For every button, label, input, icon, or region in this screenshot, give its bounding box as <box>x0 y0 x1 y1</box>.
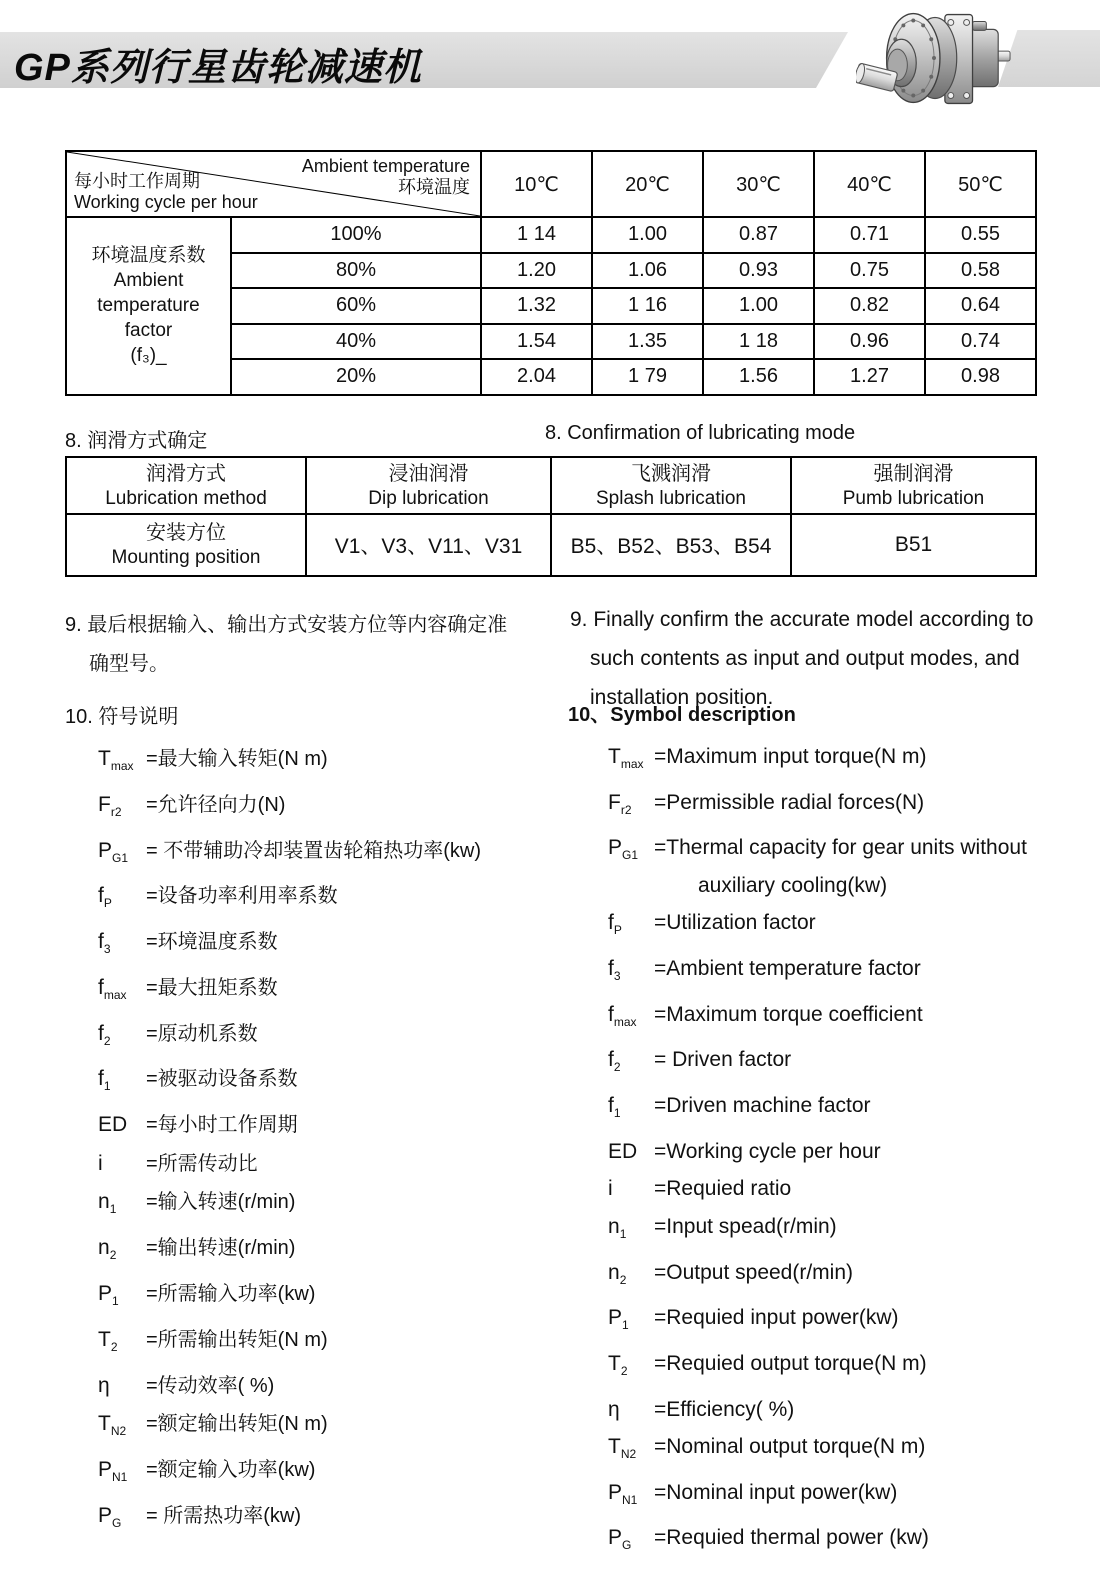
symbol-description: =Input spead(r/min) <box>654 1214 837 1238</box>
symbol: $T_{N2}$ <box>98 1412 127 1439</box>
duty-cycle-cell: 80% <box>231 253 481 289</box>
symbol-description: = Driven factor <box>654 1048 792 1072</box>
symbol: $f_2$ <box>608 1048 621 1075</box>
symbol-description: =被驱动设备系数 <box>146 1068 298 1091</box>
factor-value-cell: 0.87 <box>703 217 814 253</box>
symbol: $T_2$ <box>98 1327 118 1354</box>
factor-value-cell: 1 14 <box>481 217 592 253</box>
symbol-item <box>98 832 481 878</box>
temp-header-cell: 40℃ <box>814 151 925 217</box>
symbol: $P_1$ <box>98 1282 119 1309</box>
lubrication-method-header: 润滑方式 Lubrication method <box>66 457 306 514</box>
symbol: $F_{r2}$ <box>98 792 122 819</box>
temp-header-cell: 10℃ <box>481 151 592 217</box>
symbol-description: =最大输入转矩(N m) <box>146 748 328 770</box>
symbol-item <box>98 1405 481 1451</box>
symbol: $n_2$ <box>608 1260 627 1287</box>
mounting-position-label: 安装方位 Mounting position <box>66 514 306 576</box>
symbol: $n_1$ <box>608 1214 627 1241</box>
section10-heading-zh: 10. 符号说明 <box>65 706 179 728</box>
symbol-description: =Permissible radial forces(N) <box>654 790 925 814</box>
symbol: $f_2$ <box>98 1021 111 1048</box>
symbol-description: =所需传动比 <box>146 1152 258 1175</box>
factor-row-label: 环境温度系数 Ambient temperature factor (f₃)_ <box>66 217 231 395</box>
symbol-description: =Requied output torque(N m) <box>654 1351 927 1375</box>
symbol: $P_G$ <box>98 1503 122 1530</box>
symbol: ED <box>98 1113 128 1137</box>
factor-value-cell: 1.00 <box>703 288 814 324</box>
symbol: $P_{G1}$ <box>608 836 639 863</box>
symbol: $f_{max}$ <box>98 975 127 1003</box>
symbol-item <box>608 904 1027 950</box>
duty-cycle-cell: 20% <box>231 359 481 395</box>
symbol-item <box>608 1345 1027 1391</box>
symbol-description: = 所需热功率(kw) <box>146 1504 301 1527</box>
factor-value-cell: 0.98 <box>925 359 1036 395</box>
symbol: $f_1$ <box>608 1094 621 1121</box>
symbol-description: =Nominal input power(kw) <box>654 1480 898 1504</box>
section8-heading-zh: 8. 润滑方式确定 <box>65 430 208 452</box>
factor-value-cell: 0.74 <box>925 324 1036 360</box>
symbol-description: =允许径向力(N) <box>146 793 286 816</box>
factor-value-cell: 1.27 <box>814 359 925 395</box>
symbol-description: =环境温度系数 <box>146 931 278 954</box>
symbol: $n_2$ <box>98 1236 117 1263</box>
symbol-description: =每小时工作周期 <box>146 1114 298 1137</box>
symbol: $P_{N1}$ <box>98 1457 128 1485</box>
symbol: $F_{r2}$ <box>608 790 632 817</box>
dip-positions-cell: V1、V3、V11、V31 <box>306 514 551 576</box>
symbol-description: = 不带辅助冷却装置齿轮箱热功率(kw) <box>146 839 481 862</box>
section9-paragraph-en: 9. Finally confirm the accurate model according to such contents as input and output modes, and installation position. <box>570 608 1034 709</box>
symbol-description: =Output speed(r/min) <box>654 1260 854 1284</box>
factor-value-cell: 0.64 <box>925 288 1036 324</box>
symbol-description: =输入转速(r/min) <box>146 1191 296 1214</box>
corner-ambient-temperature-label: Ambient temperature 环境温度 <box>301 156 470 197</box>
symbol: i <box>608 1177 613 1201</box>
symbol-description: =Utilization factor <box>654 911 816 935</box>
symbol-item <box>608 1254 1027 1300</box>
symbol-item <box>608 1170 1027 1208</box>
section10-heading-en: 10、Symbol description <box>568 704 796 726</box>
symbol-item <box>608 950 1027 996</box>
symbol-description: =所需输入功率(kw) <box>146 1283 316 1305</box>
pump-lubrication-header: 强制润滑 Pumb lubrication <box>791 457 1036 514</box>
symbol-item <box>98 969 481 1015</box>
corner-working-cycle-label: 每小时工作周期 Working cycle per hour <box>74 171 258 212</box>
factor-value-cell: 0.82 <box>814 288 925 324</box>
symbol: $P_1$ <box>608 1306 629 1333</box>
symbol-item <box>98 1106 481 1145</box>
symbol-description: =设备功率利用率系数 <box>146 885 338 908</box>
symbol-description: =Efficiency( %) <box>654 1397 795 1421</box>
symbol-item <box>98 923 481 969</box>
symbol: $f_{max}$ <box>608 1002 637 1029</box>
symbol-item <box>608 829 1027 904</box>
symbol-description: =额定输出转矩(N m) <box>146 1413 328 1436</box>
symbol-description: =最大扭矩系数 <box>146 976 278 999</box>
factor-value-cell: 1.56 <box>703 359 814 395</box>
factor-value-cell: 0.58 <box>925 253 1036 289</box>
factor-value-cell: 1 16 <box>592 288 703 324</box>
symbol: $f_3$ <box>608 957 621 984</box>
symbol-item <box>98 1183 481 1229</box>
symbol-list-en <box>608 738 1027 1565</box>
symbol: $P_{G1}$ <box>98 838 129 865</box>
symbol: $P_{N1}$ <box>608 1480 638 1507</box>
symbol-item <box>98 786 481 832</box>
section9-paragraph-zh: 9. 最后根据输入、输出方式安装方位等内容确定准 确型号。 <box>65 614 508 675</box>
factor-value-cell: 2.04 <box>481 359 592 395</box>
symbol: $f_P$ <box>608 911 622 938</box>
factor-value-cell: 0.75 <box>814 253 925 289</box>
symbol-description: =Working cycle per hour <box>654 1139 881 1163</box>
symbol-item <box>608 1428 1027 1474</box>
symbol: $f_3$ <box>98 930 111 957</box>
factor-value-cell: 0.96 <box>814 324 925 360</box>
symbol-item <box>608 1041 1027 1087</box>
temp-header-cell: 30℃ <box>703 151 814 217</box>
symbol-item <box>98 1145 481 1184</box>
symbol-description: =Thermal capacity for gear units without auxiliary cooling(kw) <box>654 836 1027 897</box>
symbol-item <box>98 1321 481 1367</box>
symbol: $T_{max}$ <box>98 747 134 774</box>
symbol-item <box>608 1208 1027 1254</box>
symbol-description: =Driven machine factor <box>654 1094 871 1118</box>
factor-value-cell: 1.54 <box>481 324 592 360</box>
symbol: $T_{N2}$ <box>608 1435 637 1462</box>
symbol-item <box>608 1474 1027 1520</box>
pump-positions-cell: B51 <box>791 514 1036 576</box>
symbol-item <box>98 1275 481 1321</box>
symbol-item <box>98 1451 481 1497</box>
symbol-description: =Maximum input torque(N m) <box>654 745 927 768</box>
symbol: $T_{max}$ <box>608 745 644 772</box>
temp-header-cell: 20℃ <box>592 151 703 217</box>
symbol-item <box>608 996 1027 1042</box>
symbol: $f_1$ <box>98 1067 111 1094</box>
symbol-description: =Requied thermal power (kw) <box>654 1526 929 1550</box>
duty-cycle-cell: 60% <box>231 288 481 324</box>
symbol-item <box>608 1133 1027 1171</box>
symbol-description: =Maximum torque coefficient <box>654 1002 923 1026</box>
symbol-item <box>98 1497 481 1543</box>
symbol-item <box>608 1391 1027 1429</box>
symbol-item <box>608 1299 1027 1345</box>
lubrication-mode-table <box>65 456 1037 577</box>
symbol-description: =所需输出转矩(N m) <box>146 1328 328 1351</box>
symbol-item <box>98 877 481 923</box>
factor-value-cell: 1.32 <box>481 288 592 324</box>
factor-value-cell: 0.93 <box>703 253 814 289</box>
section8-heading-en: 8. Confirmation of lubricating mode <box>545 422 856 444</box>
duty-cycle-cell: 40% <box>231 324 481 360</box>
symbol-item <box>98 1060 481 1106</box>
symbol: $P_G$ <box>608 1526 632 1553</box>
splash-positions-cell: B5、B52、B53、B54 <box>551 514 791 576</box>
symbol-description: =Nominal output torque(N m) <box>654 1435 926 1459</box>
factor-value-cell: 1.20 <box>481 253 592 289</box>
dip-lubrication-header: 浸油润滑 Dip lubrication <box>306 457 551 514</box>
symbol-description: =Requied input power(kw) <box>654 1306 899 1330</box>
splash-lubrication-header: 飞溅润滑 Splash lubrication <box>551 457 791 514</box>
duty-cycle-cell: 100% <box>231 217 481 253</box>
ambient-temperature-factor-table <box>65 150 1037 396</box>
symbol: η <box>608 1397 620 1421</box>
symbol-description: =Ambient temperature factor <box>654 957 921 981</box>
factor-value-cell: 1.06 <box>592 253 703 289</box>
symbol: $f_P$ <box>98 884 112 911</box>
symbol-description: =额定输入功率(kw) <box>146 1458 316 1481</box>
gear-reducer-photo <box>856 2 1014 114</box>
symbol: $T_2$ <box>608 1351 628 1379</box>
factor-value-cell: 1.35 <box>592 324 703 360</box>
temp-header-cell: 50℃ <box>925 151 1036 217</box>
symbol: i <box>98 1151 103 1175</box>
factor-value-cell: 1 79 <box>592 359 703 395</box>
symbol: ED <box>608 1139 638 1163</box>
symbol: η <box>98 1373 110 1397</box>
factor-value-cell: 1 18 <box>703 324 814 360</box>
symbol-item <box>98 1229 481 1275</box>
symbol-item <box>608 1519 1027 1565</box>
symbol-description: =原动机系数 <box>146 1022 258 1045</box>
symbol-item <box>98 1015 481 1061</box>
symbol: $n_1$ <box>98 1190 117 1217</box>
symbol-description: =Requied ratio <box>654 1177 792 1201</box>
symbol-item <box>98 740 481 786</box>
factor-value-cell: 0.55 <box>925 217 1036 253</box>
symbol-list-zh <box>98 740 481 1543</box>
symbol-item <box>98 1367 481 1406</box>
symbol-description: =传动效率( %) <box>146 1374 275 1397</box>
symbol-description: =输出转速(r/min) <box>146 1237 296 1260</box>
factor-value-cell: 1.00 <box>592 217 703 253</box>
symbol-item <box>608 738 1027 784</box>
table-corner-cell <box>66 151 481 217</box>
symbol-item <box>608 1087 1027 1133</box>
symbol-item <box>608 784 1027 830</box>
factor-value-cell: 0.71 <box>814 217 925 253</box>
page-title: GP系列行星齿轮减速机 <box>14 47 422 89</box>
